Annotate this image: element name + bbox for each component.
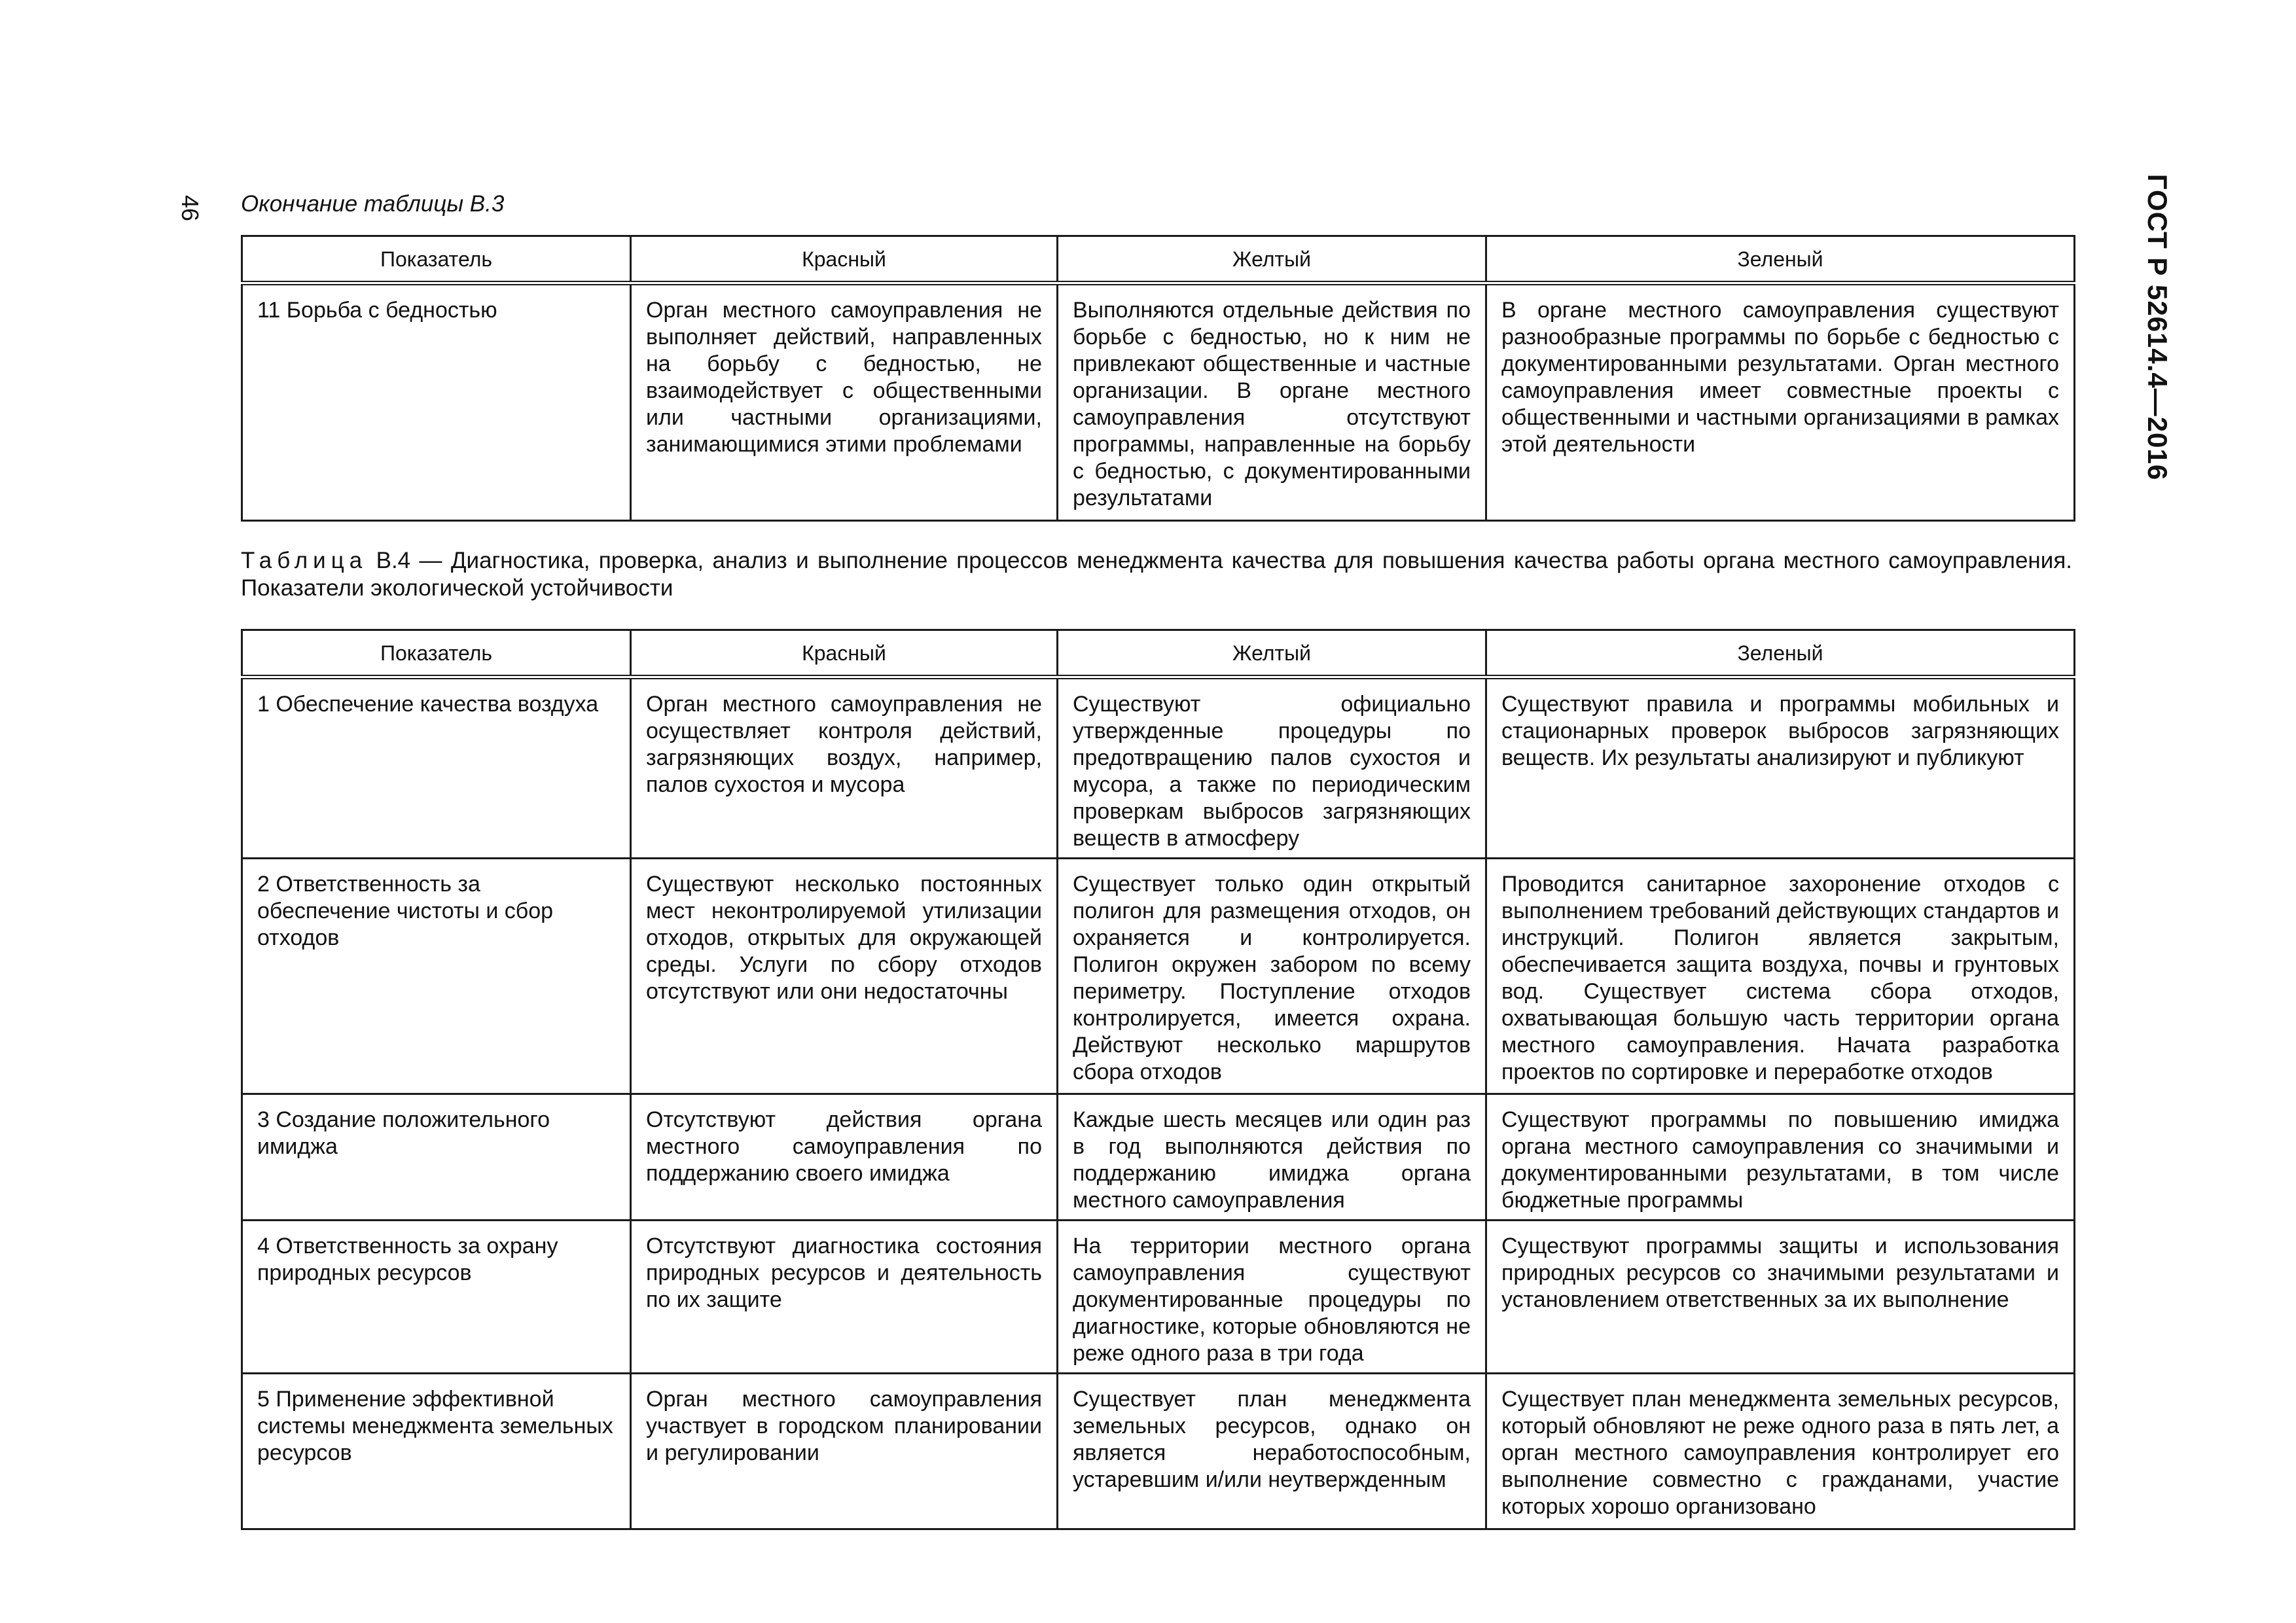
cell-yellow: Каждые шесть месяцев или один раз в год выполняются действия по поддержанию имиджа органа местного самоуправления (1058, 1094, 1486, 1221)
cell-green: Существуют программы защиты и использования природных ресурсов со значимыми результатами и установлением ответственных за их выполнение (1486, 1221, 2075, 1374)
caption-label: Таблица (241, 548, 368, 573)
cell-green: Существуют правила и программы мобильных и стационарных проверок выбросов загрязняющих веществ. Их результаты анализируют и публикуют (1486, 677, 2075, 859)
cell-yellow: На территории местного органа самоуправления существуют документированные процедуры по диагностике, которые обновляются не реже одного раза в три года (1058, 1221, 1486, 1374)
table-row (242, 859, 2075, 1094)
table-b4-caption (241, 547, 2072, 602)
cell-indicator: 11 Борьба с бедностью (242, 283, 631, 521)
cell-red: Существуют несколько постоянных мест неконтролируемой утилизации отходов, открытых для окружающей среды. Услуги по сбору отходов отсутствуют или они недостаточны (631, 859, 1058, 1094)
cell-green: В органе местного самоуправления существуют разнообразные программы по борьбе с бедностью с документированными результатами. Орган местного самоуправления имеет совместные проекты с общественными и частными организациями в рамках этой деятельности (1486, 283, 2075, 521)
table-row (242, 1374, 2075, 1529)
column-header-indicator: Показатель (242, 236, 631, 283)
cell-yellow: Существуют официально утвержденные процедуры по предотвращению палов сухостоя и мусора, а также по периодическим проверкам выбросов загрязняющих веществ в атмосферу (1058, 677, 1486, 859)
cell-yellow: Выполняются отдельные действия по борьбе с бедностью, но к ним не привлекают общественные и частные организации. В органе местного самоуправления отсутствуют программы, направленные на борьбу с бедностью, с документированными результатами (1058, 283, 1486, 521)
column-header-red: Красный (631, 630, 1058, 677)
cell-indicator: 2 Ответственность за обеспечение чистоты и сбор отходов (242, 859, 631, 1094)
table-row (242, 1094, 2075, 1221)
standard-designation: ГОСТ Р 52614.4—2016 (2142, 173, 2173, 481)
cell-indicator: 1 Обеспечение качества воздуха (242, 677, 631, 859)
cell-yellow: Существует план менеджмента земельных ресурсов, однако он является неработоспособным, устаревшим и/или неутвержденным (1058, 1374, 1486, 1529)
cell-red: Отсутствуют действия органа местного самоуправления по поддержанию своего имиджа (631, 1094, 1058, 1221)
table-b4 (241, 629, 2075, 1530)
cell-green: Существует план менеджмента земельных ресурсов, который обновляют не реже одного раза в пять лет, а орган местного самоуправления контролирует его выполнение совместно с гражданами, участие которых хорошо организовано (1486, 1374, 2075, 1529)
cell-indicator: 5 Применение эффективной системы менеджмента земельных ресурсов (242, 1374, 631, 1529)
column-header-indicator: Показатель (242, 630, 631, 677)
table-header-row (242, 630, 2075, 677)
cell-yellow: Существует только один открытый полигон для размещения отходов, он охраняется и контролируется. Полигон окружен забором по всему периметру. Поступление отходов контролируется, имеется охрана. Действуют несколько маршрутов сбора отходов (1058, 859, 1486, 1094)
cell-green: Существуют программы по повышению имиджа органа местного самоуправления со значимыми и документированными результатами, в том числе бюджетные программы (1486, 1094, 2075, 1221)
column-header-green: Зеленый (1486, 630, 2075, 677)
cell-indicator: 3 Создание положительного имиджа (242, 1094, 631, 1221)
cell-red: Орган местного самоуправления не выполняет действий, направленных на борьбу с бедностью, не взаимодействует с общественными или частными организациями, занимающимися этими проблемами (631, 283, 1058, 521)
cell-red: Отсутствуют диагностика состояния природных ресурсов и деятельность по их защите (631, 1221, 1058, 1374)
table-row (242, 1221, 2075, 1374)
cell-green: Проводится санитарное захоронение отходов с выполнением требований действующих стандартов и инструкций. Полигон является закрытым, обеспечивается защита воздуха, почвы и грунтовых вод. Существует система сбора отходов, охватывающая большую часть территории органа местного самоуправления. Начата разработка проектов по сортировке и переработке отходов (1486, 859, 2075, 1094)
column-header-yellow: Желтый (1058, 630, 1486, 677)
table-b3 (241, 235, 2075, 522)
table-row (242, 283, 2075, 521)
cell-indicator: 4 Ответственность за охрану природных ресурсов (242, 1221, 631, 1374)
cell-red: Орган местного самоуправления не осуществляет контроля действий, загрязняющих воздух, например, палов сухостоя и мусора (631, 677, 1058, 859)
cell-red: Орган местного самоуправления участвует в городском планировании и регулировании (631, 1374, 1058, 1529)
column-header-green: Зеленый (1486, 236, 2075, 283)
column-header-red: Красный (631, 236, 1058, 283)
table-header-row (242, 236, 2075, 283)
table-continuation-label: Окончание таблицы В.3 (241, 191, 505, 217)
table-row (242, 677, 2075, 859)
caption-text: В.4 — Диагностика, проверка, анализ и выполнение процессов менеджмента качества для повышения качества работы органа местного самоуправления. Показатели экологической устойчивости (241, 548, 2072, 601)
page-number: 46 (177, 194, 204, 222)
column-header-yellow: Желтый (1058, 236, 1486, 283)
